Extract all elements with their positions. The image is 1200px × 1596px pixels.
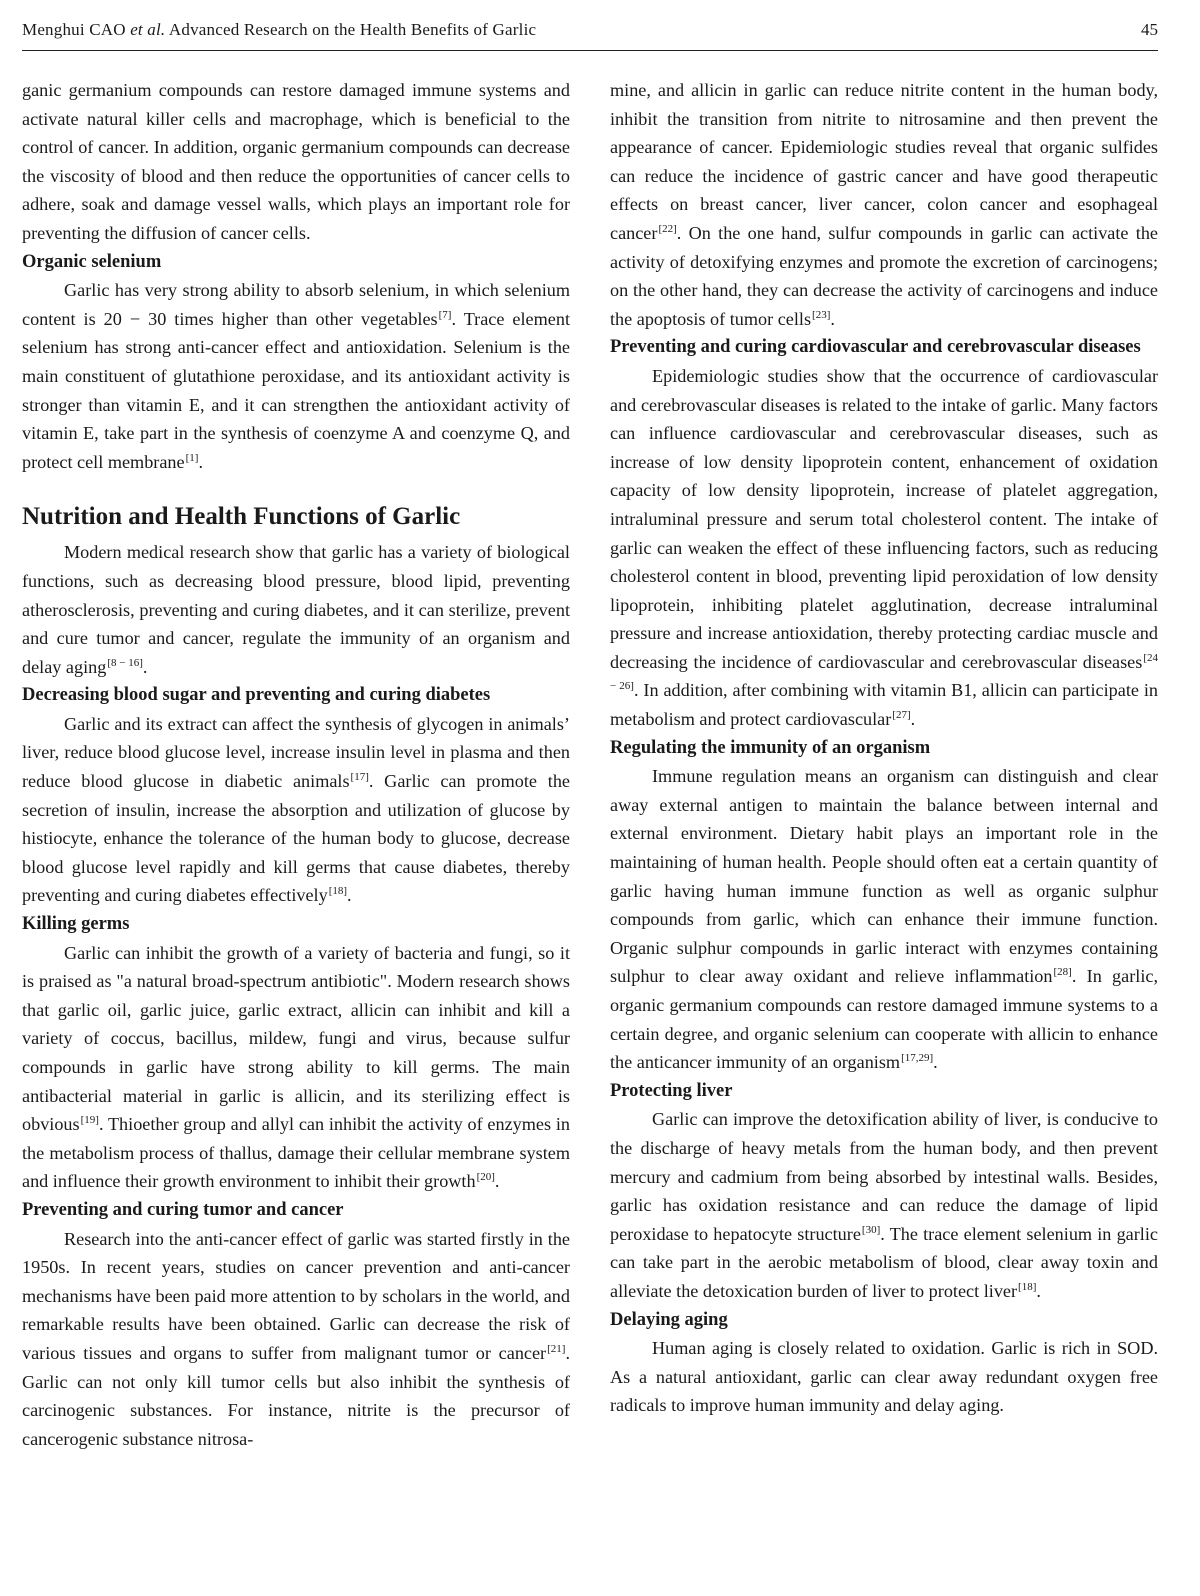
subheading-organic-selenium: Organic selenium <box>22 251 162 272</box>
paragraph-nutrition-intro <box>22 538 570 681</box>
text-run: Garlic can inhibit the growth of a variety of bacteria and fungi, so it is praised as "a natural broad-spectrum antibiotic". Modern research shows that garlic oil, garlic juice, garlic extract, allicin can inhibit and kill a variety of coccus, bacillus, mildew, fungi and virus, because sulfur compounds in garlic have strong ability to kill germs. The main antibacterial material in garlic is allicin, and its sterilizing effect is obvious <box>22 942 570 1135</box>
citation: [17,29] <box>901 1052 934 1065</box>
paragraph-diabetes <box>22 710 570 910</box>
paragraph-selenium <box>22 276 570 476</box>
subheading-delaying-aging: Delaying aging <box>610 1309 728 1330</box>
citation: [28] <box>1053 966 1072 979</box>
subheading-tumor-cancer: Preventing and curing tumor and cancer <box>22 1199 344 1220</box>
subheading-protecting-liver: Protecting liver <box>610 1080 733 1101</box>
citation: [17] <box>350 771 369 784</box>
paragraph-tumor-cancer <box>22 1225 570 1454</box>
paragraph-delaying-aging: Human aging is closely related to oxidation. Garlic is rich in SOD. As a natural antioxidant, garlic can clear away redundant oxygen free radicals to improve human immunity and delay aging. <box>610 1338 1158 1416</box>
citation: [21] <box>547 1342 566 1355</box>
paragraph-cancer-continued <box>610 76 1158 333</box>
subheading-cardiovascular: Preventing and curing cardiovascular and cerebrovascular diseases <box>610 337 1141 358</box>
text-run: Research into the anti-cancer effect of garlic was started firstly in the 1950s. In recent years, studies on cancer prevention and anti-cancer mechanisms have been paid more attention to by scholars in the world, and remarkable results have been obtained. Garlic can decrease the risk of various tissues and organs to suffer from malignant tumor or cancer <box>22 1228 570 1363</box>
paragraph-cardiovascular <box>610 362 1158 734</box>
text-run: Garlic and its extract can affect the synthesis of glycogen in animals’ liver, reduce blood glucose level, increase insulin level in plasma and then reduce blood glucose in diabetic animals <box>22 713 570 792</box>
paragraph-protecting-liver <box>610 1105 1158 1305</box>
text-run: . <box>347 885 352 906</box>
text-run: . In addition, after combining with vitamin B1, allicin can participate in metabolism and protect cardiovascular <box>610 680 1158 730</box>
subheading-immunity: Regulating the immunity of an organism <box>610 737 931 758</box>
running-title-etal: et al. <box>130 20 166 39</box>
text-run: . The trace element selenium in garlic can take part in the aerobic metabolism of blood, clear away toxin and alleviate the detoxication burden of liver to protect liver <box>610 1223 1158 1301</box>
subheading-killing-germs: Killing germs <box>22 914 130 935</box>
text-run: . <box>1036 1280 1041 1301</box>
text-run: . In garlic, organic germanium compounds can restore damaged immune systems to a certain degree, and organic selenium can cooperate with allicin to enhance the anticancer immunity of an organism <box>610 966 1158 1073</box>
citation: [20] <box>476 1171 495 1184</box>
citation: [22] <box>658 222 677 235</box>
citation: [19] <box>80 1114 99 1127</box>
text-run: . Garlic can not only kill tumor cells but also inhibit the synthesis of carcinogenic substances. For instance, nitrite is the precursor of cancerogenic substance nitrosa- <box>22 1342 570 1449</box>
text-run: . <box>494 1171 500 1192</box>
text-run: mine, and allicin in garlic can reduce nitrite content in the human body, inhibit the transition from nitrite to nitrosamine and then prevent the appearance of cancer. Epidemiologic studies reveal that organic sulfides can reduce the incidence of gastric cancer and have good therapeutic effects on breast cancer, liver cancer, colon cancer and esophageal cancer <box>610 80 1158 243</box>
text-run: Modern medical research show that garlic has a variety of biological functions, such as decreasing blood pressure, blood lipid, preventing atherosclerosis, preventing and curing diabetes, and it can sterilize, prevent and cure tumor and cancer, regulate the immunity of an organism and delay aging <box>22 542 570 677</box>
text-run: Epidemiologic studies show that the occurrence of cardiovascular and cerebrovascular diseases is related to the intake of garlic. Many factors can influence cardiovascular and cerebrovascular diseases, such as increase of low density lipoprotein content, enhancement of oxidation capacity of low density lipoprotein, increase of platelet aggregation, intraluminal pressure and serum total cholesterol content. The intake of garlic can weaken the effect of these influencing factors, such as reducing cholesterol content in blood, preventing lipid peroxidation of low density lipoprotein, inhibiting platelet agglutination, decrease intraluminal pressure and increase antioxidation, thereby protecting cardiac muscle and decreasing the incidence of cardiovascular and cerebrovascular diseases <box>610 365 1158 672</box>
running-title <box>22 16 536 44</box>
citation: [8 − 16] <box>107 656 143 669</box>
citation: [24 − 26] <box>610 651 1158 693</box>
text-run: . <box>198 451 203 472</box>
citation: [18] <box>328 885 348 898</box>
text-run: . On the one hand, sulfur compounds in garlic can activate the activity of detoxifying enzymes and promote the excretion of carcinogens; on the other hand, they can decrease the activity of carcinogens and induce the apoptosis of tumor cells <box>610 222 1158 329</box>
citation: [18] <box>1018 1280 1037 1293</box>
running-header <box>22 16 1158 51</box>
subheading-diabetes: Decreasing blood sugar and preventing and curing diabetes <box>22 685 491 706</box>
citation: [7] <box>438 308 452 321</box>
citation: [1] <box>185 451 199 464</box>
text-run: . <box>142 656 148 677</box>
left-column <box>22 76 570 1453</box>
citation: [27] <box>892 709 911 722</box>
text-run: . <box>830 308 835 329</box>
paragraph-immunity <box>610 762 1158 1077</box>
citation: [23] <box>812 308 831 321</box>
text-run: . Trace element selenium has strong anti-cancer effect and antioxidation. Selenium is the main constituent of glutathione peroxidase, and its antioxidant activity is stronger than vitamin E, and it can strengthen the antioxidant activity of vitamin E, take part in the synthesis of coenzyme A and coenzyme Q, and protect cell membrane <box>22 308 571 472</box>
text-run: Immune regulation means an organism can distinguish and clear away external antigen to maintain the balance between internal and external environment. Dietary habit plays an important role in the maintaining of human health. People should often eat a certain quantity of garlic having human immune function as well as organic sulphur compounds from garlic, which can enhance their immune function. Organic sulphur compounds in garlic interact with enzymes containing sulphur to clear away oxidant and relieve inflammation <box>610 766 1158 987</box>
page-number: 45 <box>1141 20 1158 39</box>
text-run: . <box>910 709 916 730</box>
paragraph-killing-germs <box>22 939 570 1196</box>
right-column <box>610 76 1158 1420</box>
text-run: Garlic has very strong ability to absorb selenium, in which selenium content is 20 − 30 times higher than other vegetables <box>22 280 570 329</box>
citation: [30] <box>861 1223 881 1236</box>
section-heading-nutrition: Nutrition and Health Functions of Garlic <box>22 503 461 531</box>
text-run: . Garlic can promote the secretion of insulin, increase the absorption and utilization of glucose by histiocyte, enhance the tolerance of the human body to glucose, decrease blood glucose level rapidly and kill germs that cause diabetes, thereby preventing and curing diabetes effectively <box>22 771 570 906</box>
running-title-text: Advanced Research on the Health Benefits of Garlic <box>165 20 537 39</box>
text-run: . Thioether group and allyl can inhibit the activity of enzymes in the metabolism process of thallus, damage their cellular membrane system and influence their growth environment to inhibit their growth <box>22 1114 570 1192</box>
text-run: . <box>933 1052 938 1073</box>
paragraph-germanium-continued: ganic germanium compounds can restore damaged immune systems and activate natural killer cells and macrophage, which is beneficial to the control of cancer. In addition, organic germanium compounds can decrease the viscosity of blood and then reduce the opportunities of cancer cells to adhere, soak and damage vessel walls, which plays an important role for preventing the diffusion of cancer cells. <box>22 80 570 243</box>
running-title-author: Menghui CAO <box>22 20 131 39</box>
text-run: Garlic can improve the detoxification ability of liver, is conducive to the discharge of heavy metals from the human body, and then prevent mercury and cadmium from being absorbed by intestinal walls. Besides, garlic has oxidation resistance and can reduce the damage of lipid peroxidase to hepatocyte structure <box>610 1109 1158 1244</box>
